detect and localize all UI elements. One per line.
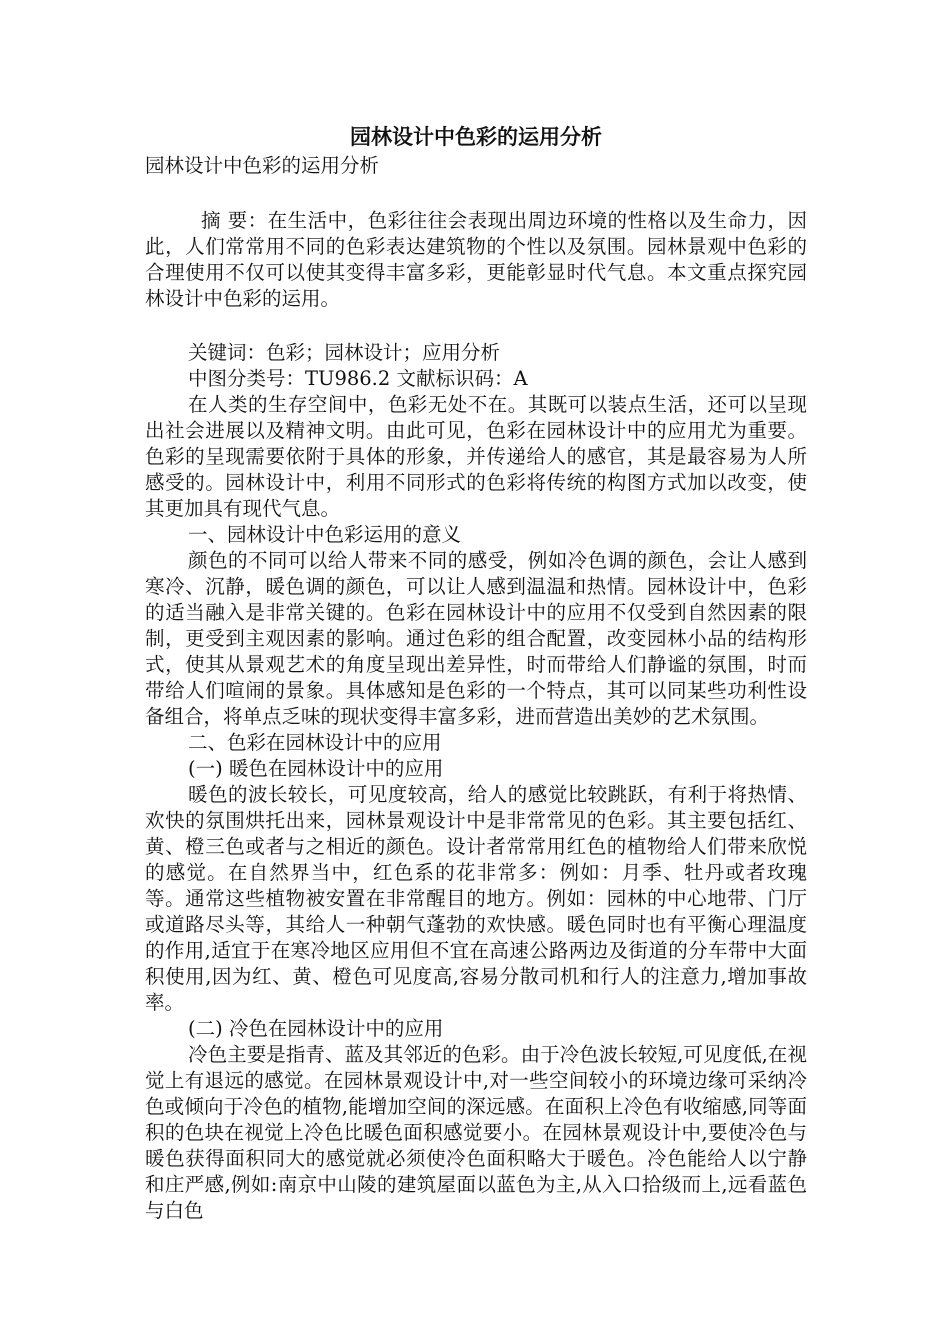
document-subtitle: 园林设计中色彩的运用分析 [145, 154, 380, 177]
subsection-2-paragraph: 冷色主要是指青、蓝及其邻近的色彩。由于冷色波长较短,可见度低,在视觉上有退远的感觉。在园林景观设计中,对一些空间较小的环境边缘可采纳冷色或倾向于冷色的植物,能增加空间的深远感。在面积上冷色有收缩感,同等面积的色块在视觉上冷色比暖色面积感觉要小。在园林景观设计中,要使冷色与暖色获得面积同大的感觉就必须使冷色面积略大于暖色。冷色能给人以宁静和庄严感,例如:南京中山陵的建筑屋面以蓝色为主,从入口拾级而上,远看蓝色与白色 [145, 1043, 807, 1222]
subsection-heading-2: (二) 冷色在园林设计中的应用 [188, 1017, 444, 1040]
section-heading-1: 一、园林设计中色彩运用的意义 [188, 523, 462, 546]
section-heading-2: 二、色彩在园林设计中的应用 [188, 731, 442, 754]
subsection-heading-1: (一) 暖色在园林设计中的应用 [188, 757, 444, 780]
document-title: 园林设计中色彩的运用分析 [350, 124, 602, 149]
section-1-paragraph: 颜色的不同可以给人带来不同的感受，例如冷色调的颜色，会让人感到寒冷、沉静，暖色调的颜色，可以让人感到温温和热情。园林设计中，色彩的适当融入是非常关键的。色彩在园林设计中的应用不仅受到自然因素的限制，更受到主观因素的影响。通过色彩的组合配置，改变园林小品的结构形式，使其从景观艺术的角度呈现出差异性，时而带给人们静谧的氛围，时而带给人们喧闹的景象。具体感知是色彩的一个特点，其可以同某些功利性设备组合，将单点乏味的现状变得丰富多彩，进而营造出美妙的艺术氛围。 [145, 549, 807, 728]
keywords-line: 关键词：色彩；园林设计；应用分析 [188, 341, 501, 364]
blank-line [145, 180, 807, 208]
blank-line [145, 312, 807, 340]
abstract-paragraph: 摘 要：在生活中，色彩往往会表现出周边环境的性格以及生命力，因此，人们常常用不同的色彩表达建筑物的个性以及氛围。园林景观中色彩的合理使用不仅可以使其变得丰富多彩，更能彰显时代气息。本文重点探究园林设计中色彩的运用。 [145, 209, 807, 310]
subsection-1-paragraph: 暖色的波长较长，可见度较高，给人的感觉比较跳跃，有利于将热情、欢快的氛围烘托出来，园林景观设计中是非常常见的色彩。其主要包括红、黄、橙三色或者与之相近的颜色。设计者常常用红色的植物给人们带来欣悦的感觉。在自然界当中，红色系的花非常多：例如：月季、牡丹或者玫瑰等。通常这些植物被安置在非常醒目的地方。例如：园林的中心地带、门厅或道路尽头等，其给人一种朝气蓬勃的欢快感。暖色同时也有平衡心理温度的作用,适宜于在寒冷地区应用但不宜在高速公路两边及街道的分车带中大面积使用,因为红、黄、橙色可见度高,容易分散司机和行人的注意力,增加事故率。 [145, 783, 807, 1014]
intro-paragraph: 在人类的生存空间中，色彩无处不在。其既可以装点生活，还可以呈现出社会进展以及精神文明。由此可见，色彩在园林设计中的应用尤为重要。色彩的呈现需要依附于具体的形象，并传递给人的感官，其是最容易为人所感受的。园林设计中，利用不同形式的色彩将传统的构图方式加以改变，使其更加具有现代气息。 [145, 393, 807, 520]
document-body [145, 122, 807, 1224]
classification-line: 中图分类号：TU986.2 文献标识码：A [188, 367, 528, 390]
